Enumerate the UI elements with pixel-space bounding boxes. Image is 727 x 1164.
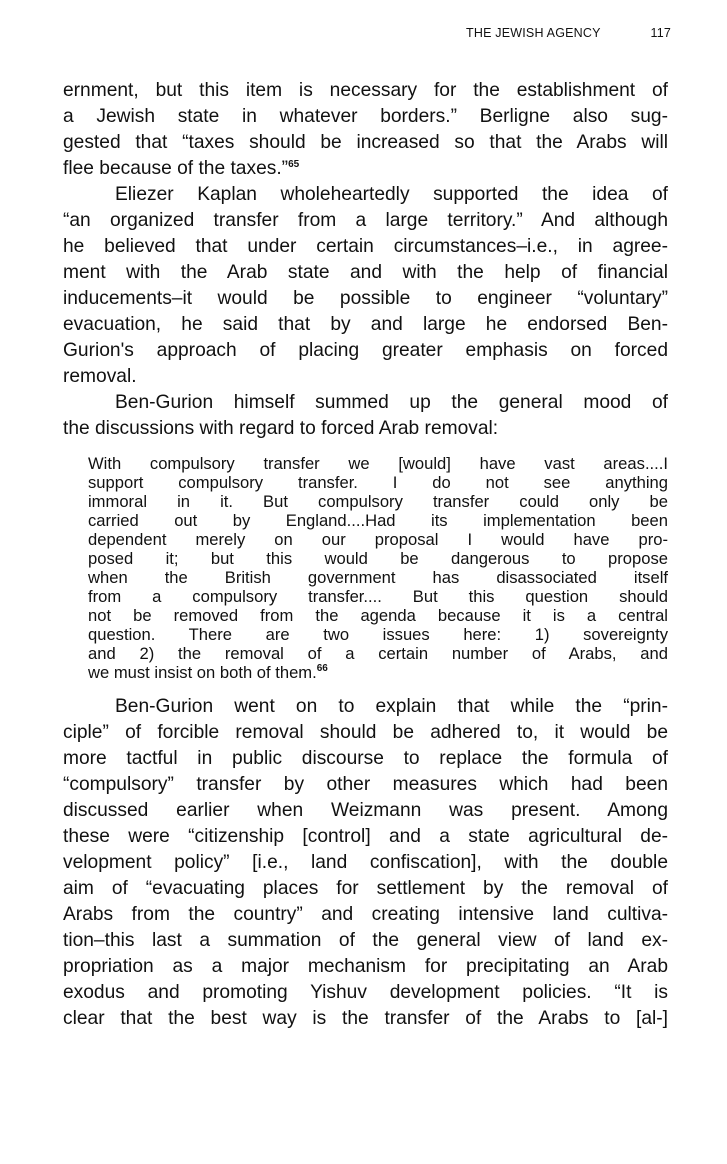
paragraph-continuation <box>63 78 668 182</box>
text-line: evacuation, he said that by and large he endorsed Ben- <box>63 314 668 335</box>
quote-line: With compulsory transfer we [would] have vast areas....I <box>88 454 668 473</box>
text-line <box>63 156 668 182</box>
text-line: the discussions with regard to forced Arab removal: <box>63 418 499 439</box>
quote-line: when the British government has disassociated itself <box>88 568 668 587</box>
text-line: more tactful in public discourse to replace the formula of <box>63 748 668 769</box>
quote-line-content: we must insist on both of them. <box>88 663 317 682</box>
running-head-title: THE JEWISH AGENCY <box>466 26 601 40</box>
text-line: ernment, but this item is necessary for the establishment of <box>63 80 668 101</box>
quote-line: carried out by England....Had its implementation been <box>88 511 668 530</box>
quote-line: not be removed from the agenda because it is a central <box>88 606 668 625</box>
text-line: Gurion's approach of placing greater emphasis on forced <box>63 340 668 361</box>
text-line: gested that “taxes should be increased so that the Arabs will <box>63 132 668 153</box>
text-line: these were “citizenship [control] and a state agricultural de- <box>63 826 668 847</box>
text-line: Ben-Gurion himself summed up the general mood of <box>115 392 668 413</box>
quote-line: from a compulsory transfer.... But this question should <box>88 587 668 606</box>
text-line: ciple” of forcible removal should be adhered to, it would be <box>63 722 668 743</box>
text-line: velopment policy” [i.e., land confiscation], with the double <box>63 852 668 873</box>
body-text <box>63 78 668 1032</box>
text-line: a Jewish state in whatever borders.” Berligne also sug- <box>63 106 668 127</box>
quote-line: and 2) the removal of a certain number of Arabs, and <box>88 644 668 663</box>
quote-line: question. There are two issues here: 1) sovereignty <box>88 625 668 644</box>
text-line: he believed that under certain circumstances–i.e., in agree- <box>63 236 668 257</box>
quote-line: support compulsory transfer. I do not see anything <box>88 473 668 492</box>
text-line: Eliezer Kaplan wholeheartedly supported the idea of <box>115 184 668 205</box>
text-line: tion–this last a summation of the general view of land ex- <box>63 930 668 951</box>
quote-line: immoral in it. But compulsory transfer could only be <box>88 492 668 511</box>
text-line: clear that the best way is the transfer of the Arabs to [al-] <box>63 1008 668 1029</box>
text-line: propriation as a major mechanism for precipitating an Arab <box>63 956 668 977</box>
page-number: 117 <box>650 26 671 40</box>
footnote-marker: 66 <box>316 663 328 674</box>
text-line: “an organized transfer from a large territory.” And although <box>63 210 668 231</box>
text-line: inducements–it would be possible to engineer “voluntary” <box>63 288 668 309</box>
text-line: Arabs from the country” and creating intensive land cultiva- <box>63 904 668 925</box>
text-line: aim of “evacuating places for settlement by the removal of <box>63 878 668 899</box>
text-line: discussed earlier when Weizmann was present. Among <box>63 800 668 821</box>
quote-line <box>88 663 668 682</box>
text-line: exodus and promoting Yishuv development policies. “It is <box>63 982 668 1003</box>
footnote-marker: 65 <box>288 159 300 170</box>
text-line-content: flee because of the taxes.” <box>63 158 289 179</box>
paragraph-ben-gurion-explains <box>63 694 668 1032</box>
paragraph-kaplan <box>63 182 668 390</box>
text-line: ment with the Arab state and with the help of financial <box>63 262 668 283</box>
paragraph-ben-gurion-intro <box>63 390 668 442</box>
running-head <box>466 26 671 40</box>
quote-line: posed it; but this would be dangerous to propose <box>88 549 668 568</box>
text-line: Ben-Gurion went on to explain that while the “prin- <box>115 696 668 717</box>
text-line: removal. <box>63 366 137 387</box>
quote-line: dependent merely on our proposal I would have pro- <box>88 530 668 549</box>
block-quote <box>88 454 668 682</box>
text-line: “compulsory” transfer by other measures which had been <box>63 774 668 795</box>
